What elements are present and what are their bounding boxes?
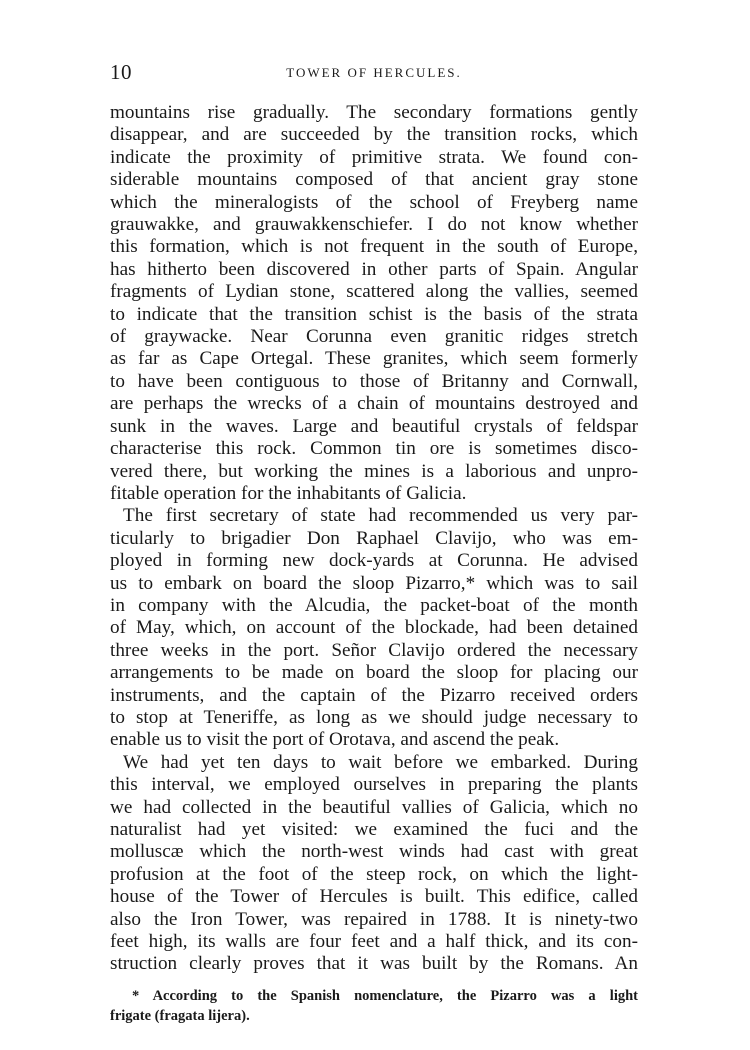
text-line: mountains rise gradually. The secondary formations gently bbox=[110, 102, 638, 123]
text-line: molluscæ which the north-west winds had cast with great bbox=[110, 841, 638, 863]
text-line: are perhaps the wrecks of a chain of mountains destroyed and bbox=[110, 393, 638, 415]
text-line: arrangements to be made on board the sloop for placing our bbox=[110, 662, 638, 684]
text-line: ticularly to brigadier Don Raphael Clavijo, who was em- bbox=[110, 527, 638, 549]
text-line: us to embark on board the sloop Pizarro,* which was to sail bbox=[110, 572, 638, 594]
text-line: vered there, but working the mines is a laborious and unpro- bbox=[110, 460, 638, 482]
text-line: in company with the Alcudia, the packet-boat of the month bbox=[110, 594, 638, 616]
text-line: which the mineralogists of the school of Freyberg name bbox=[110, 191, 638, 213]
page-number: 10 bbox=[110, 60, 132, 84]
text-line: siderable mountains composed of that ancient gray stone bbox=[110, 169, 638, 191]
text-line: indicate the proximity of primitive strata. We found con- bbox=[110, 146, 638, 168]
text-line: feet high, its walls are four feet and a half thick, and its con- bbox=[110, 931, 638, 953]
text-line: as far as Cape Ortegal. These granites, which seem formerly bbox=[110, 348, 638, 370]
text-line: has hitherto been discovered in other parts of Spain. Angular bbox=[110, 258, 638, 280]
text-line: enable us to visit the port of Orotava, and ascend the peak. bbox=[110, 729, 560, 751]
text-line: grauwakke, and grauwakkenschiefer. I do not know whether bbox=[110, 214, 638, 236]
text-line: to have been contiguous to those of Britanny and Cornwall, bbox=[110, 370, 638, 392]
text-line: house of the Tower of Hercules is built. This edifice, called bbox=[110, 886, 638, 908]
text-line: We had yet ten days to wait before we embarked. During bbox=[123, 751, 638, 773]
text-line: of graywacke. Near Corunna even granitic ridges stretch bbox=[110, 326, 638, 348]
text-line: disappear, and are succeeded by the transition rocks, which bbox=[110, 124, 638, 146]
text-line: also the Iron Tower, was repaired in 1788. It is ninety-two bbox=[110, 908, 638, 930]
text-line: fragments of Lydian stone, scattered along the vallies, seemed bbox=[110, 281, 638, 303]
footnote bbox=[110, 986, 638, 1026]
text-line: sunk in the waves. Large and beautiful crystals of feldspar bbox=[110, 415, 638, 437]
footnote-line: frigate (fragata lijera). bbox=[110, 1007, 250, 1024]
body-text bbox=[110, 102, 638, 976]
text-line: to indicate that the transition schist is the basis of the strata bbox=[110, 303, 638, 325]
text-line: ployed in forming new dock-yards at Corunna. He advised bbox=[110, 550, 638, 572]
text-line: struction clearly proves that it was built by the Romans. An bbox=[110, 953, 638, 975]
text-line: this formation, which is not frequent in the south of Europe, bbox=[110, 236, 638, 258]
text-line: of May, which, on account of the blockade, had been detained bbox=[110, 617, 638, 639]
text-line: we had collected in the beautiful vallies of Galicia, which no bbox=[110, 796, 638, 818]
text-line: instruments, and the captain of the Pizarro received orders bbox=[110, 684, 638, 706]
book-page bbox=[110, 60, 638, 1026]
text-line: to stop at Teneriffe, as long as we should judge necessary to bbox=[110, 706, 638, 728]
running-title: TOWER OF HERCULES. bbox=[286, 65, 462, 80]
footnote-line: * According to the Spanish nomenclature, the Pizarro was a light bbox=[132, 987, 638, 1004]
text-line: fitable operation for the inhabitants of Galicia. bbox=[110, 482, 467, 504]
text-line: characterise this rock. Common tin ore is sometimes disco- bbox=[110, 438, 638, 460]
text-line: three weeks in the port. Señor Clavijo ordered the necessary bbox=[110, 639, 638, 661]
text-line: this interval, we employed ourselves in preparing the plants bbox=[110, 774, 638, 796]
text-line: naturalist had yet visited: we examined the fuci and the bbox=[110, 819, 638, 840]
running-head bbox=[110, 60, 638, 88]
text-line: profusion at the foot of the steep rock, on which the light- bbox=[110, 863, 638, 885]
text-line: The first secretary of state had recommended us very par- bbox=[123, 505, 638, 527]
